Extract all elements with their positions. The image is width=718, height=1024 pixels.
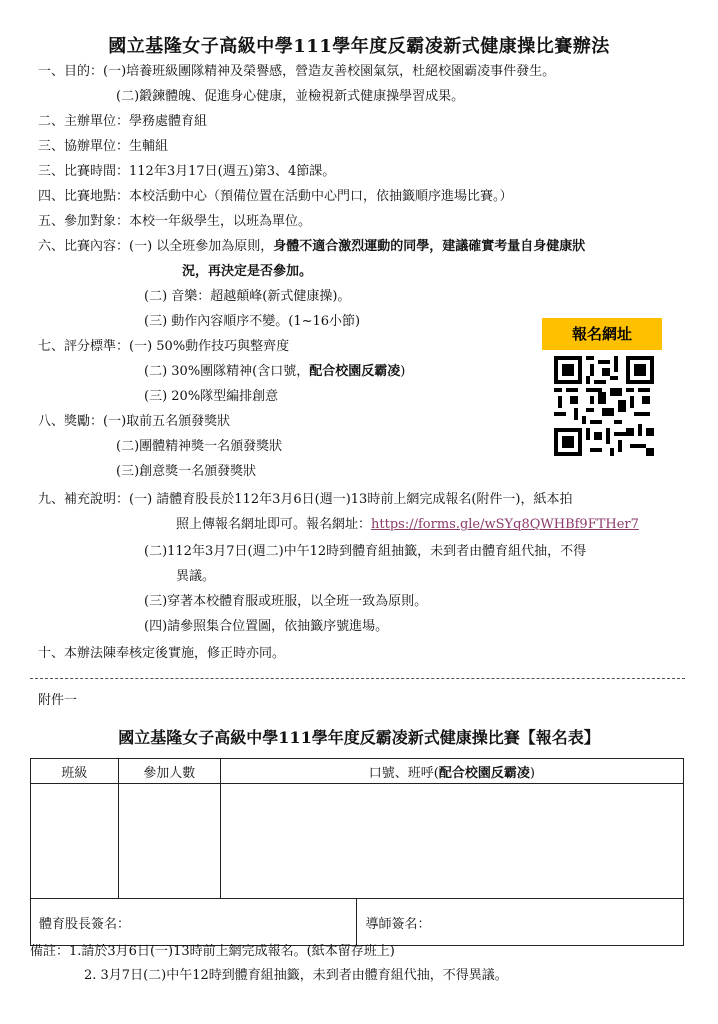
qr-code-icon[interactable] [554,356,654,456]
awards-line-3: (三)創意獎一名頒發獎狀 [116,464,257,479]
content-line-1-cont [182,263,312,281]
teacher-signature-label: 導師簽名： [365,916,431,932]
co-organizer-line: 三、協辦單位：生輔組 [38,139,169,154]
class-input-cell[interactable] [31,784,119,899]
signup-form-table [30,758,684,946]
col-count-header: 參加人數 [118,759,220,784]
criteria-2-text: (二) 30%團隊精神(含口號， [144,364,310,379]
content-line-3: (三) 動作內容順序不變。(1~16小節) [144,314,361,329]
criteria-2-bold: 配合校園反霸凌 [309,364,401,379]
criteria-2-close: ) [400,364,406,379]
content-1-bold: 身體不適合激烈運動的同學，建議確實考量自身健康狀 [273,239,586,254]
notes-line-4: (四)請參照集合位置圖，依抽籤序號進場。 [144,619,389,634]
content-line-1 [38,238,585,256]
notes-line-2-cont: 異議。 [176,569,216,584]
col-slogan-bold: 配合校園反霸凌 [438,765,530,781]
notes-1-cont-text: 照上傳報名網址即可。報名網址： [176,517,372,532]
col-slogan-close: ) [529,765,535,781]
purpose-line-2: (二)鍛鍊體魄、促進身心健康，並檢視新式健康操學習成果。 [116,89,465,104]
notes-line-3: (三)穿著本校體育服或班服，以全班一致為原則。 [144,594,428,609]
criteria-line-2 [144,363,405,381]
participants-line: 五、參加對象：本校一年級學生，以班為單位。 [38,214,312,229]
count-input-cell[interactable] [118,784,220,899]
remarks-line-1: 備註：1.請於3月6日(一)13時前上網完成報名。(紙本留存班上) [30,944,395,959]
teacher-signature-cell[interactable] [357,899,684,946]
col-slogan-header [220,759,683,784]
awards-line-2: (二)團體精神獎一名頒發獎狀 [116,439,283,454]
content-line-2: (二) 音樂：超越顛峰(新式健康操)。 [144,289,351,304]
content-1-bold-cont: 況，再決定是否參加。 [182,264,313,279]
form-header-row [31,759,684,784]
form-entry-row [31,784,684,899]
awards-line-1: 八、獎勵：(一)取前五名頒發獎狀 [38,414,231,429]
document-title: 國立基隆女子高級中學111學年度反霸凌新式健康操比賽辦法 [108,36,610,57]
signup-url-link[interactable]: https://forms.gle/wSYq8QWHBf9FTHer7 [371,517,639,532]
notes-line-1-cont [176,516,639,534]
section-divider [30,678,685,679]
form-signature-row [31,899,684,946]
remarks-line-2: 2. 3月7日(二)中午12時到體育組抽籤，未到者由體育組代抽，不得異議。 [84,968,508,983]
criteria-line-3: (三) 20%隊型編排創意 [144,389,279,404]
leader-signature-label: 體育股長簽名： [39,916,131,932]
notes-line-1: 九、補充說明：(一) 請體育股長於112年3月6日(週一)13時前上網完成報名(附件一)，紙本拍 [38,492,573,507]
time-line: 三、比賽時間：112年3月17日(週五)第3、4節課。 [38,164,336,179]
content-1-text: 六、比賽內容：(一) 以全班參加為原則， [38,239,274,254]
col-slogan-text: 口號、班呼( [368,765,439,781]
leader-signature-cell[interactable] [31,899,357,946]
slogan-input-cell[interactable] [220,784,683,899]
col-class-header: 班級 [31,759,119,784]
location-line: 四、比賽地點：本校活動中心（預備位置在活動中心門口，依抽籤順序進場比賽。） [38,189,513,204]
attachment-label: 附件一 [38,693,78,708]
organizer-line: 二、主辦單位：學務處體育組 [38,114,208,129]
criteria-line-1: 七、評分標準：(一) 50%動作技巧與整齊度 [38,339,290,354]
form-title: 國立基隆女子高級中學111學年度反霸凌新式健康操比賽【報名表】 [118,728,600,747]
signup-url-badge: 報名網址 [542,318,662,350]
notes-line-2: (二)112年3月7日(週二)中午12時到體育組抽籤，未到者由體育組代抽，不得 [144,544,587,559]
final-line: 十、本辦法陳奉核定後實施，修正時亦同。 [38,646,286,661]
purpose-line-1: 一、目的：(一)培養班級團隊精神及榮譽感，營造友善校園氣氛，杜絕校園霸凌事件發生。 [38,64,556,79]
